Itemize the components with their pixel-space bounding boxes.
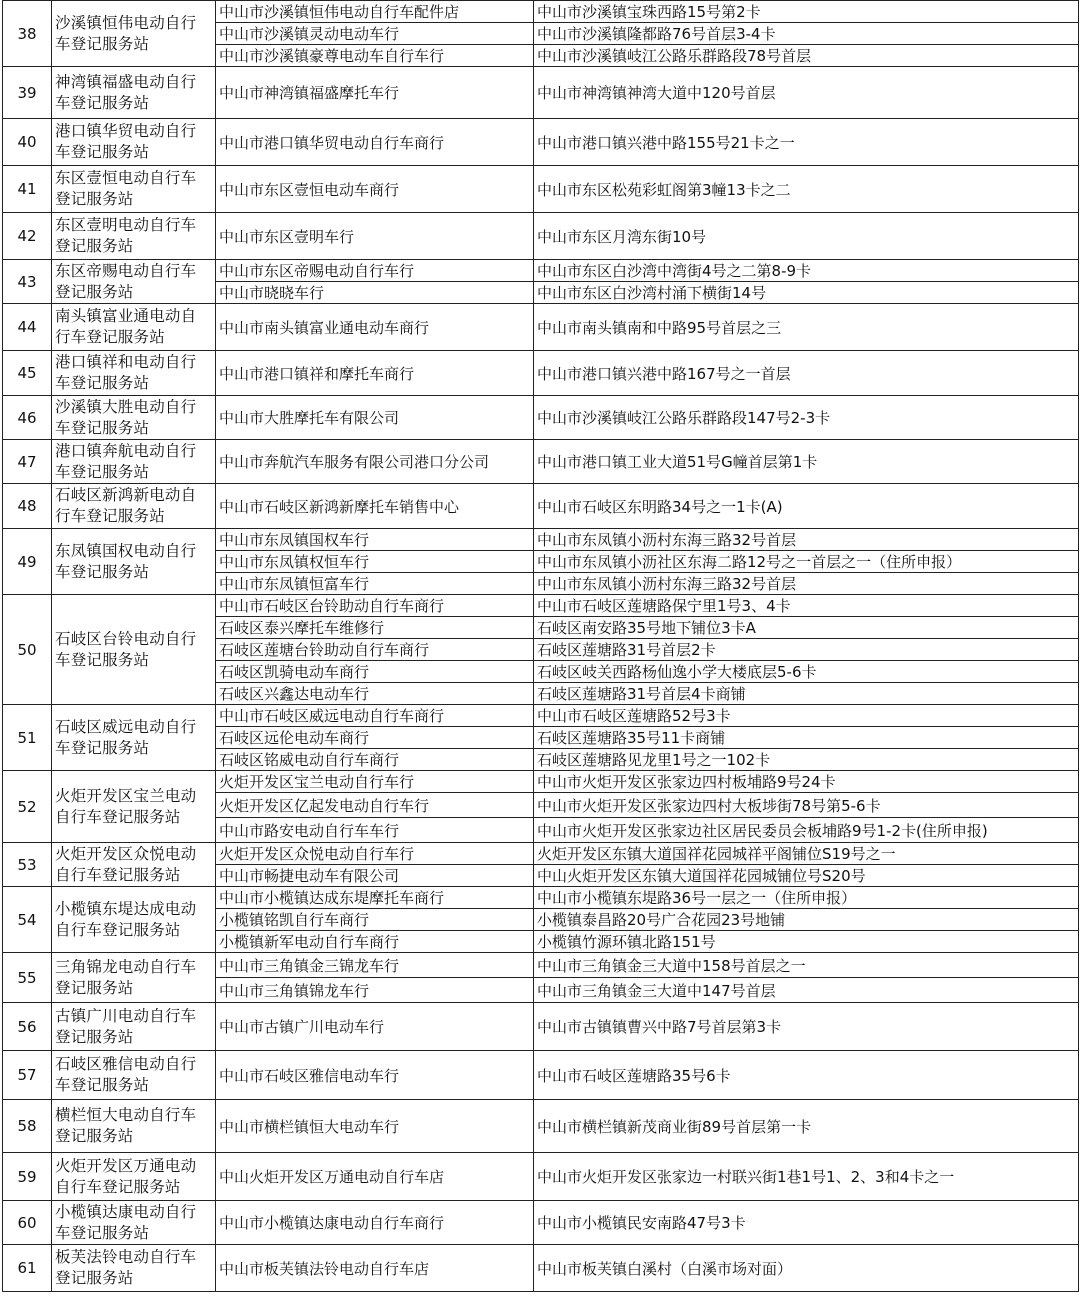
- table-row: [3, 705, 1079, 727]
- station-name: [52, 705, 216, 771]
- store-address: 石岐区岐关西路杨仙逸小学大楼底层5-6卡: [534, 661, 1079, 683]
- station-name-line: 东凤镇国权电动自行: [55, 541, 197, 560]
- station-name-line: 自行车登记服务站: [55, 807, 181, 826]
- station-name-line: 登记服务站: [55, 1027, 134, 1046]
- station-name: [52, 1, 216, 67]
- station-number: 44: [3, 304, 52, 351]
- station-name: [52, 484, 216, 529]
- store-name: 中山市东凤镇权恒车行: [216, 551, 534, 573]
- station-name-line: 车登记服务站: [55, 418, 150, 437]
- store-address: 中山市火炬开发区张家边四村大板埗街78号第5-6卡: [534, 793, 1079, 818]
- station-number: 56: [3, 1003, 52, 1051]
- store-name: 中山市板芙镇法铃电动自行车店: [216, 1245, 534, 1292]
- store-name: 中山市神湾镇福盛摩托车行: [216, 67, 534, 119]
- store-address: 石岐区南安路35号地下铺位3卡A: [534, 617, 1079, 639]
- store-name: 中山市晓晓车行: [216, 282, 534, 304]
- store-address: 小榄镇竹源环镇北路151号: [534, 931, 1079, 953]
- station-name-line: 港口镇华贸电动自行: [55, 122, 197, 140]
- store-name: 小榄镇铭凯自行车商行: [216, 909, 534, 931]
- table-row: [3, 771, 1079, 793]
- station-number: 41: [3, 166, 52, 213]
- table-row: [3, 260, 1079, 282]
- table-row: [3, 213, 1079, 260]
- store-name: 中山市东区帝赐电动自行车行: [216, 260, 534, 282]
- station-name-line: 车登记服务站: [55, 93, 150, 112]
- store-name: 中山市沙溪镇灵动电动车行: [216, 23, 534, 45]
- station-name-line: 神湾镇福盛电动自行: [55, 72, 197, 91]
- store-name: 中山市三角镇金三锦龙车行: [216, 953, 534, 978]
- station-name-line: 登记服务站: [55, 1127, 134, 1145]
- table-row: [3, 1201, 1079, 1245]
- store-name: 火炬开发区亿起发电动自行车行: [216, 793, 534, 818]
- station-name-line: 港口镇奔航电动自行: [55, 441, 197, 460]
- store-address: 中山市东凤镇小沥村东海三路32号首层: [534, 573, 1079, 595]
- table-row: [3, 304, 1079, 351]
- station-name-line: 石岐区新鸿新电动自: [55, 486, 197, 504]
- station-name-line: 车登记服务站: [55, 1223, 150, 1242]
- store-name: 中山市东区壹明车行: [216, 213, 534, 260]
- station-name-line: 登记服务站: [55, 190, 134, 208]
- store-name: 中山市大胜摩托车有限公司: [216, 396, 534, 440]
- station-name-line: 三角锦龙电动自行车: [55, 957, 197, 976]
- store-name: 石岐区远伦电动车商行: [216, 727, 534, 749]
- table-row: [3, 119, 1079, 166]
- table-row: [3, 887, 1079, 909]
- store-name: 中山市东区壹恒电动车商行: [216, 166, 534, 213]
- station-name: [52, 1201, 216, 1245]
- station-number: 42: [3, 213, 52, 260]
- station-number: 53: [3, 843, 52, 887]
- table-row: [3, 843, 1079, 865]
- station-name: [52, 213, 216, 260]
- store-name: 中山市东凤镇恒富车行: [216, 573, 534, 595]
- store-name: 中山市小榄镇达成东堤摩托车商行: [216, 887, 534, 909]
- store-name: 中山市沙溪镇豪尊电动车自行车行: [216, 45, 534, 67]
- registration-station-table: [2, 0, 1079, 1292]
- store-address: 石岐区莲塘路31号首层4卡商铺: [534, 683, 1079, 705]
- store-name: 中山市古镇广川电动车行: [216, 1003, 534, 1051]
- station-name-line: 港口镇祥和电动自行: [55, 353, 197, 371]
- station-number: 57: [3, 1051, 52, 1100]
- store-address: 中山市沙溪镇宝珠西路15号第2卡: [534, 1, 1079, 23]
- station-name-line: 东区壹恒电动自行车: [55, 169, 197, 187]
- station-name-line: 石岐区威远电动自行: [55, 717, 197, 736]
- store-name: 中山市奔航汽车服务有限公司港口分公司: [216, 440, 534, 484]
- store-address: 中山市火炬开发区张家边社区居民委员会板埔路9号1-2卡(住所申报): [534, 818, 1079, 843]
- store-name: 中山火炬开发区万通电动自行车店: [216, 1153, 534, 1201]
- station-number: 54: [3, 887, 52, 953]
- store-name: 中山市沙溪镇恒伟电动自行车配件店: [216, 1, 534, 23]
- store-address: 中山市石岐区东明路34号之一1卡(A): [534, 484, 1079, 529]
- store-address: 中山市沙溪镇岐江公路乐群路段147号2-3卡: [534, 396, 1079, 440]
- station-name: [52, 595, 216, 705]
- table-row: [3, 1153, 1079, 1201]
- station-name-line: 东区壹明电动自行车: [55, 216, 197, 234]
- station-name-line: 南头镇富业通电动自: [55, 307, 197, 325]
- store-address: 中山市石岐区莲塘路35号6卡: [534, 1051, 1079, 1100]
- station-number: 59: [3, 1153, 52, 1201]
- store-name: 石岐区铭威电动自行车商行: [216, 749, 534, 771]
- table-row: [3, 953, 1079, 978]
- store-name: 火炬开发区宝兰电动自行车行: [216, 771, 534, 793]
- station-name: [52, 304, 216, 351]
- store-name: 中山市港口镇祥和摩托车商行: [216, 351, 534, 396]
- store-address: 石岐区莲塘路35号11卡商铺: [534, 727, 1079, 749]
- table-row: [3, 440, 1079, 484]
- station-name-line: 沙溪镇恒伟电动自行: [55, 13, 197, 32]
- store-address: 中山市港口镇兴港中路167号之一首层: [534, 351, 1079, 396]
- store-name: 石岐区泰兴摩托车维修行: [216, 617, 534, 639]
- store-name: 中山市东凤镇国权车行: [216, 529, 534, 551]
- store-name: 中山市小榄镇达康电动自行车商行: [216, 1201, 534, 1245]
- station-name-line: 火炬开发区万通电动: [55, 1156, 197, 1175]
- store-address: 中山市东凤镇小沥社区东海二路12号之一首层之一（住所申报）: [534, 551, 1079, 573]
- station-name-line: 自行车登记服务站: [55, 1177, 181, 1196]
- store-name: 中山市横栏镇恒大电动车行: [216, 1100, 534, 1153]
- table-row: [3, 595, 1079, 617]
- station-name-line: 车登记服务站: [55, 462, 150, 481]
- store-name: 中山市石岐区威远电动自行车商行: [216, 705, 534, 727]
- table-body: [3, 1, 1079, 1292]
- store-address: 中山市神湾镇神湾大道中120号首层: [534, 67, 1079, 119]
- station-name: [52, 953, 216, 1003]
- station-name-line: 小榄镇东堤达成电动: [55, 899, 197, 918]
- station-name: [52, 1003, 216, 1051]
- station-number: 45: [3, 351, 52, 396]
- station-name-line: 登记服务站: [55, 237, 134, 255]
- station-number: 40: [3, 119, 52, 166]
- store-name: 石岐区莲塘台铃助动自行车商行: [216, 639, 534, 661]
- station-name: [52, 1051, 216, 1100]
- station-name: [52, 529, 216, 595]
- station-name-line: 沙溪镇大胜电动自行: [55, 397, 197, 416]
- table-row: [3, 1003, 1079, 1051]
- station-name: [52, 1153, 216, 1201]
- store-address: 中山市沙溪镇隆都路76号首层3-4卡: [534, 23, 1079, 45]
- store-address: 火炬开发区东镇大道国祥花园城祥平阁铺位S19号之一: [534, 843, 1079, 865]
- station-name: [52, 67, 216, 119]
- store-name: 中山市石岐区新鸿新摩托车销售中心: [216, 484, 534, 529]
- store-address: 中山市南头镇南和中路95号首层之三: [534, 304, 1079, 351]
- station-name-line: 板芙法铃电动自行车: [55, 1248, 197, 1266]
- store-address: 中山市石岐区莲塘路保宁里1号3、4卡: [534, 595, 1079, 617]
- store-name: 中山市畅捷电动车有限公司: [216, 865, 534, 887]
- station-number: 52: [3, 771, 52, 843]
- table-row: [3, 1, 1079, 23]
- store-name: 中山市石岐区台铃助动自行车商行: [216, 595, 534, 617]
- station-name: [52, 843, 216, 887]
- station-name-line: 火炬开发区宝兰电动: [55, 786, 197, 805]
- station-number: 48: [3, 484, 52, 529]
- store-address: 中山市古镇镇曹兴中路7号首层第3卡: [534, 1003, 1079, 1051]
- station-number: 46: [3, 396, 52, 440]
- station-name: [52, 440, 216, 484]
- store-name: 中山市港口镇华贸电动自行车商行: [216, 119, 534, 166]
- station-name-line: 横栏恒大电动自行车: [55, 1106, 197, 1124]
- store-address: 中山市东区白沙湾中湾街4号之二第8-9卡: [534, 260, 1079, 282]
- station-name-line: 行车登记服务站: [55, 328, 165, 346]
- station-name-line: 车登记服务站: [55, 374, 150, 392]
- store-address: 中山市三角镇金三大道中147号首层: [534, 978, 1079, 1003]
- store-address: 中山市三角镇金三大道中158号首层之一: [534, 953, 1079, 978]
- store-name: 石岐区凯骑电动车商行: [216, 661, 534, 683]
- station-name: [52, 166, 216, 213]
- store-name: 石岐区兴鑫达电动车行: [216, 683, 534, 705]
- store-address: 石岐区莲塘路见龙里1号之一102卡: [534, 749, 1079, 771]
- station-name-line: 自行车登记服务站: [55, 865, 181, 884]
- station-name-line: 行车登记服务站: [55, 507, 165, 525]
- station-number: 47: [3, 440, 52, 484]
- station-number: 38: [3, 1, 52, 67]
- store-address: 石岐区莲塘路31号首层2卡: [534, 639, 1079, 661]
- station-name-line: 自行车登记服务站: [55, 920, 181, 939]
- station-name-line: 车登记服务站: [55, 143, 150, 161]
- table-row: [3, 166, 1079, 213]
- store-address: 中山市港口镇工业大道51号G幢首层第1卡: [534, 440, 1079, 484]
- station-number: 60: [3, 1201, 52, 1245]
- store-address: 中山市东区松苑彩虹阁第3幢13卡之二: [534, 166, 1079, 213]
- station-name: [52, 351, 216, 396]
- station-name: [52, 396, 216, 440]
- store-address: 中山市小榄镇民安南路47号3卡: [534, 1201, 1079, 1245]
- store-address: 中山市板芙镇白溪村（白溪市场对面）: [534, 1245, 1079, 1292]
- store-name: 火炬开发区众悦电动自行车行: [216, 843, 534, 865]
- station-name: [52, 771, 216, 843]
- station-name-line: 石岐区台铃电动自行: [55, 629, 197, 648]
- station-name-line: 车登记服务站: [55, 562, 150, 581]
- table-row: [3, 484, 1079, 529]
- station-number: 49: [3, 529, 52, 595]
- store-name: 中山市南头镇富业通电动车商行: [216, 304, 534, 351]
- store-address: 中山市港口镇兴港中路155号21卡之一: [534, 119, 1079, 166]
- station-name-line: 东区帝赐电动自行车: [55, 261, 197, 280]
- station-name-line: 登记服务站: [55, 1269, 134, 1287]
- store-address: 中山市石岐区莲塘路52号3卡: [534, 705, 1079, 727]
- station-name-line: 车登记服务站: [55, 738, 150, 757]
- store-name: 中山市石岐区雅信电动车行: [216, 1051, 534, 1100]
- store-address: 中山市东凤镇小沥村东海三路32号首层: [534, 529, 1079, 551]
- store-name: 中山市三角镇锦龙车行: [216, 978, 534, 1003]
- table-row: [3, 529, 1079, 551]
- station-name-line: 登记服务站: [55, 978, 134, 997]
- station-number: 51: [3, 705, 52, 771]
- store-address: 中山市火炬开发区张家边一村联兴街1巷1号1、2、3和4卡之一: [534, 1153, 1079, 1201]
- store-address: 小榄镇泰昌路20号广合花园23号地铺: [534, 909, 1079, 931]
- store-address: 中山市横栏镇新茂商业街89号首层第一卡: [534, 1100, 1079, 1153]
- table-row: [3, 1245, 1079, 1292]
- station-number: 50: [3, 595, 52, 705]
- table-row: [3, 1100, 1079, 1153]
- station-name-line: 登记服务站: [55, 282, 134, 301]
- table-row: [3, 351, 1079, 396]
- station-name: [52, 1100, 216, 1153]
- store-address: 中山市沙溪镇岐江公路乐群路段78号首层: [534, 45, 1079, 67]
- station-name-line: 小榄镇达康电动自行: [55, 1202, 197, 1221]
- table-row: [3, 1051, 1079, 1100]
- station-number: 58: [3, 1100, 52, 1153]
- station-name-line: 火炬开发区众悦电动: [55, 844, 197, 863]
- store-address: 中山火炬开发区东镇大道国祥花园城铺位号S20号: [534, 865, 1079, 887]
- station-name-line: 车登记服务站: [55, 34, 150, 53]
- station-name-line: 石岐区雅信电动自行: [55, 1055, 197, 1073]
- store-name: 小榄镇新军电动自行车商行: [216, 931, 534, 953]
- station-name-line: 古镇广川电动自行车: [55, 1006, 197, 1025]
- store-address: 中山市小榄镇东堤路36号一层之一（住所申报）: [534, 887, 1079, 909]
- station-number: 39: [3, 67, 52, 119]
- store-name: 中山市路安电动自行车车行: [216, 818, 534, 843]
- store-address: 中山市火炬开发区张家边四村板埔路9号24卡: [534, 771, 1079, 793]
- station-name: [52, 1245, 216, 1292]
- station-name: [52, 887, 216, 953]
- station-number: 61: [3, 1245, 52, 1292]
- station-name-line: 车登记服务站: [55, 1076, 150, 1094]
- table-row: [3, 396, 1079, 440]
- store-address: 中山市东区月湾东街10号: [534, 213, 1079, 260]
- store-address: 中山市东区白沙湾村涌下横街14号: [534, 282, 1079, 304]
- table-row: [3, 67, 1079, 119]
- station-name: [52, 260, 216, 304]
- station-number: 43: [3, 260, 52, 304]
- station-name: [52, 119, 216, 166]
- station-name-line: 车登记服务站: [55, 650, 150, 669]
- station-number: 55: [3, 953, 52, 1003]
